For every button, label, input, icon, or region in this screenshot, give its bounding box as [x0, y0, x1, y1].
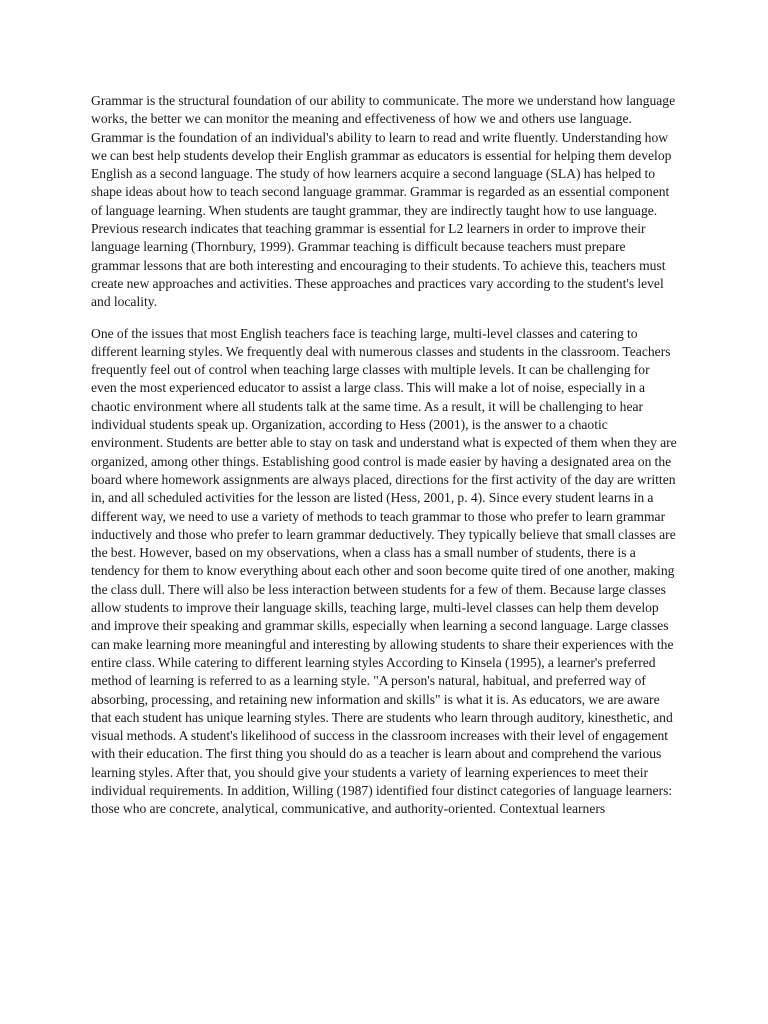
document-page: [91, 92, 677, 832]
paragraph-large-classes: One of the issues that most English teachers face is teaching large, multi-level classes and catering to different learning styles. We frequently deal with numerous classes and students in the classroom. Teachers frequently feel out of control when teaching large classes with multiple levels. It can be challenging for even the most experienced educator to assist a large class. This will make a lot of noise, especially in a chaotic environment where all students talk at the same time. As a result, it will be challenging to hear individual students speak up. Organization, according to Hess (2001), is the answer to a chaotic environment. Students are better able to stay on task and understand what is expected of them when they are organized, among other things. Establishing good control is made easier by having a designated area on the board where homework assignments are always placed, directions for the first activity of the day are written in, and all scheduled activities for the lesson are listed (Hess, 2001, p. 4). Since every student learns in a different way, we need to use a variety of methods to teach grammar to those who prefer to learn grammar inductively and those who prefer to learn grammar deductively. They typically believe that small classes are the best. However, based on my observations, when a class has a small number of students, there is a tendency for them to know everything about each other and soon become quite tired of one another, making the class dull. There will also be less interaction between students for a few of them. Because large classes allow students to improve their language skills, teaching large, multi-level classes can help them develop and improve their speaking and grammar skills, especially when learning a second language. Large classes can make learning more meaningful and interesting by allowing students to share their experiences with the entire class. While catering to different learning styles According to Kinsela (1995), a learner's preferred method of learning is referred to as a learning style. "A person's natural, habitual, and preferred way of absorbing, processing, and retaining new information and skills" is what it is. As educators, we are aware that each student has unique learning styles. There are students who learn through auditory, kinesthetic, and visual methods. A student's likelihood of success in the classroom increases with their level of engagement with their education. The first thing you should do as a teacher is learn about and comprehend the various learning styles. After that, you should give your students a variety of learning experiences to meet their individual requirements. In addition, Willing (1987) identified four distinct categories of language learners: those who are concrete, analytical, communicative, and authority-oriented. Contextual learners: [91, 325, 677, 817]
paragraph-grammar-foundation: Grammar is the structural foundation of our ability to communicate. The more we understand how language works, the better we can monitor the meaning and effectiveness of how we and others use language. Grammar is the foundation of an individual's ability to learn to read and write fluently. Understanding how we can best help students develop their English grammar as educators is essential for helping them develop English as a second language. The study of how learners acquire a second language (SLA) has helped to shape ideas about how to teach second language grammar. Grammar is regarded as an essential component of language learning. When students are taught grammar, they are indirectly taught how to use language. Previous research indicates that teaching grammar is essential for L2 learners in order to improve their language learning (Thornbury, 1999). Grammar teaching is difficult because teachers must prepare grammar lessons that are both interesting and encouraging to their students. To achieve this, teachers must create new approaches and activities. These approaches and practices vary according to the student's level and locality.: [91, 93, 676, 310]
